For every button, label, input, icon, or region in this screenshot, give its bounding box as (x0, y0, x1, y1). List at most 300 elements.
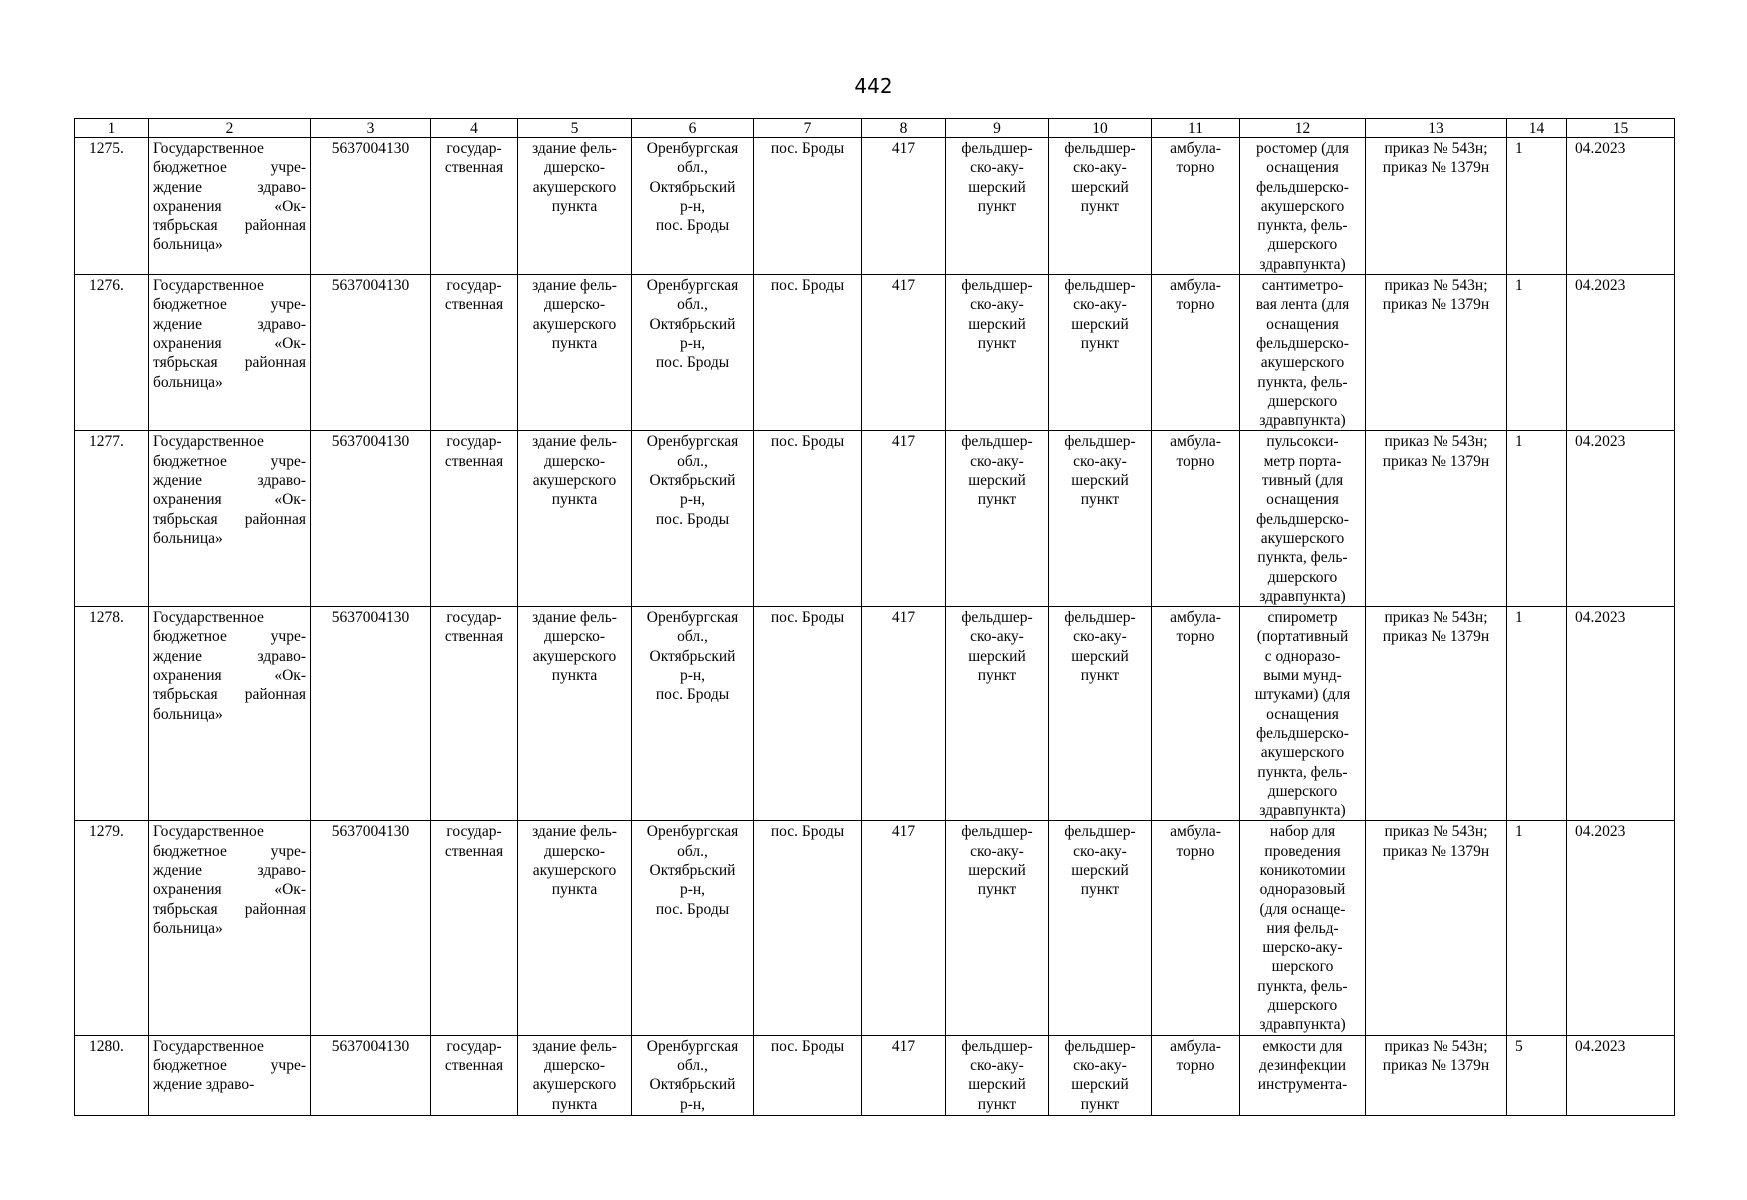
cell-equipment-line: здравпункта) (1259, 802, 1346, 820)
cell-facility-type-line: ско-аку- (970, 296, 1024, 314)
cell-equipment-line: оснащения (1266, 159, 1339, 177)
cell-organization (149, 607, 311, 821)
cell-facility-type-2-line: фельдшер- (1064, 140, 1136, 157)
cell-row-number: 1277. (75, 431, 149, 607)
cell-address-line: обл., (677, 842, 708, 860)
cell-facility-type-2-line: шерский (1071, 315, 1129, 333)
cell-facility-type-line: пункт (977, 197, 1017, 215)
cell-ownership-line: ственная (444, 296, 504, 314)
cell-equipment-line: выми мунд- (1263, 667, 1342, 685)
cell-building-line: акушерского (532, 472, 617, 490)
cell-facility-type-2-line: фельдшер- (1064, 277, 1136, 295)
cell-organization-line: охранения «Ок- (153, 334, 306, 352)
table-body (75, 119, 1675, 1116)
table-row (75, 431, 1675, 607)
cell-equipment-line: сантиметро- (1261, 277, 1344, 295)
cell-equipment-line: инструмента- (1257, 1076, 1348, 1094)
cell-facility-type-2-line: пункт (1080, 334, 1120, 352)
cell-care-mode-line: торно (1176, 842, 1215, 860)
cell-building-line: дшерско- (544, 159, 605, 177)
column-header: 1 (75, 119, 149, 138)
cell-organization-line: тябрьская районная (153, 900, 306, 918)
cell-facility-type-2-line: ско-аку- (1073, 628, 1127, 646)
cell-address-line: пос. Броды (655, 354, 730, 372)
cell-facility-type-line: ско-аку- (970, 452, 1024, 470)
cell-facility-type-line: шерский (968, 647, 1026, 665)
cell-order-line: приказ № 1379н (1382, 159, 1490, 177)
cell-building-line: пункта (551, 197, 598, 215)
cell-order-line: приказ № 1379н (1382, 628, 1490, 646)
cell-address-line: Оренбургская (646, 823, 739, 841)
cell-building (518, 1035, 632, 1115)
cell-building-line: дшерско- (544, 842, 605, 860)
cell-quantity: 1 (1507, 607, 1567, 821)
cell-address-line: Октябрьский (649, 647, 736, 665)
cell-organization-line: ждение здраво- (153, 178, 306, 196)
cell-locality: пос. Броды (754, 275, 862, 431)
cell-address-line: обл., (677, 628, 708, 646)
table-row (75, 275, 1675, 431)
cell-equipment-line: акушерского (1260, 197, 1345, 215)
cell-facility-type-2 (1049, 275, 1152, 431)
cell-organization-line: Государственное (153, 140, 264, 157)
cell-row-number: 1275. (75, 138, 149, 275)
cell-address (632, 821, 754, 1035)
cell-organization-line: бюджетное учре- (153, 296, 306, 314)
cell-address-line: Оренбургская (646, 609, 739, 627)
cell-organization-line: бюджетное учре- (153, 452, 306, 470)
cell-building-line: пункта (551, 881, 598, 899)
column-header: 13 (1366, 119, 1507, 138)
cell-facility-type-line: фельдшер- (961, 1037, 1033, 1055)
cell-ownership (431, 821, 518, 1035)
cell-care-mode-line: торно (1176, 296, 1215, 314)
cell-organization-line: Государственное (153, 609, 264, 627)
cell-equipment-line: пункта, фель- (1257, 549, 1348, 567)
cell-organization-line: Государственное (153, 277, 264, 295)
cell-organization-line: охранения «Ок- (153, 491, 306, 509)
cell-equipment-line: здравпункта) (1259, 412, 1346, 430)
cell-row-number: 1278. (75, 607, 149, 821)
cell-building (518, 138, 632, 275)
cell-date: 04.2023 (1567, 138, 1675, 275)
cell-building-line: дшерско- (544, 296, 605, 314)
cell-equipment-line: здравпункта) (1259, 255, 1346, 273)
cell-ownership (431, 138, 518, 275)
cell-equipment-line: фельдшерско- (1256, 334, 1349, 352)
cell-address (632, 607, 754, 821)
column-header: 4 (431, 119, 518, 138)
cell-address-line: пос. Броды (655, 510, 730, 528)
cell-care-mode-line: торно (1176, 452, 1215, 470)
cell-ownership-line: государ- (446, 1037, 502, 1055)
cell-care-mode (1152, 1035, 1240, 1115)
cell-facility-type-line: фельдшер- (961, 140, 1033, 157)
cell-equipment-line: метр порта- (1263, 452, 1342, 470)
cell-ownership-line: государ- (446, 609, 502, 627)
cell-equipment (1240, 1035, 1366, 1115)
cell-ownership-line: ственная (444, 628, 504, 646)
cell-address-line: Оренбургская (646, 140, 739, 157)
cell-equipment-line: емкости для (1262, 1037, 1343, 1055)
cell-order-line: приказ № 543н; (1384, 1037, 1488, 1055)
cell-address-line: Октябрьский (649, 315, 736, 333)
cell-facility-type-2-line: ско-аку- (1073, 842, 1127, 860)
cell-address-line: Октябрьский (649, 178, 736, 196)
cell-organization-line: бюджетное учре- (153, 628, 306, 646)
cell-organization-line: тябрьская районная (153, 217, 306, 235)
cell-row-number: 1280. (75, 1035, 149, 1115)
cell-ownership-line: ственная (444, 452, 504, 470)
cell-organization (149, 1035, 311, 1115)
cell-address-line: пос. Броды (655, 686, 730, 704)
cell-facility-type-2-line: шерский (1071, 861, 1129, 879)
cell-ownership-line: государ- (446, 823, 502, 841)
cell-organization-line: ждение здраво- (153, 315, 306, 333)
cell-facility-type (946, 1035, 1049, 1115)
cell-care-mode (1152, 431, 1240, 607)
cell-organization-line: ждение здраво- (153, 861, 306, 879)
cell-ownership-line: государ- (446, 433, 502, 451)
cell-building-line: акушерского (532, 1076, 617, 1094)
cell-facility-type (946, 431, 1049, 607)
cell-code: 417 (862, 138, 946, 275)
cell-organization-line: ждение здраво- (153, 472, 306, 490)
cell-inn: 5637004130 (311, 607, 431, 821)
cell-organization-line: бюджетное учре- (153, 1056, 306, 1074)
cell-facility-type (946, 138, 1049, 275)
cell-care-mode-line: торно (1176, 628, 1215, 646)
cell-building-line: пункта (551, 491, 598, 509)
cell-facility-type-2 (1049, 138, 1152, 275)
cell-equipment-line: набор для (1269, 823, 1336, 841)
cell-organization-line: тябрьская районная (153, 686, 306, 704)
column-header: 15 (1567, 119, 1675, 138)
cell-inn: 5637004130 (311, 275, 431, 431)
cell-address-line: р-н, (679, 334, 706, 352)
cell-facility-type-line: шерский (968, 1076, 1026, 1094)
cell-building-line: пункта (551, 667, 598, 685)
table-row (75, 1035, 1675, 1115)
column-header: 14 (1507, 119, 1567, 138)
cell-facility-type (946, 275, 1049, 431)
cell-order (1366, 275, 1507, 431)
cell-organization-line: охранения «Ок- (153, 667, 306, 685)
cell-equipment-line: (портативный (1256, 628, 1349, 646)
cell-address (632, 431, 754, 607)
cell-equipment-line: здравпункта) (1259, 1016, 1346, 1034)
cell-organization-line: охранения «Ок- (153, 881, 306, 899)
cell-equipment-line: фельдшерско- (1256, 178, 1349, 196)
cell-equipment-line: дшерского (1267, 236, 1338, 254)
column-header: 2 (149, 119, 311, 138)
column-header: 9 (946, 119, 1049, 138)
cell-inn: 5637004130 (311, 138, 431, 275)
cell-organization-line: ждение здраво- (153, 647, 306, 665)
cell-building-line: дшерско- (544, 628, 605, 646)
column-header: 7 (754, 119, 862, 138)
cell-care-mode-line: амбула- (1170, 609, 1221, 627)
cell-building-line: пункта (551, 1095, 598, 1113)
cell-facility-type-2-line: шерский (1071, 178, 1129, 196)
cell-address-line: обл., (677, 1056, 708, 1074)
cell-equipment-line: ния фельд- (1266, 919, 1339, 937)
cell-facility-type-line: пункт (977, 881, 1017, 899)
cell-equipment (1240, 821, 1366, 1035)
cell-address-line: р-н, (679, 1095, 706, 1113)
cell-care-mode-line: торно (1176, 159, 1215, 177)
cell-organization-line: бюджетное учре- (153, 842, 306, 860)
cell-facility-type-2-line: шерский (1071, 472, 1129, 490)
cell-organization-line: бюджетное учре- (153, 159, 306, 177)
cell-address-line: р-н, (679, 491, 706, 509)
cell-equipment-line: вая лента (для (1255, 296, 1350, 314)
cell-inn: 5637004130 (311, 821, 431, 1035)
cell-order (1366, 607, 1507, 821)
cell-address (632, 1035, 754, 1115)
cell-equipment-line: ростомер (для (1255, 140, 1349, 157)
cell-building (518, 607, 632, 821)
cell-ownership-line: государ- (446, 277, 502, 295)
cell-care-mode-line: амбула- (1170, 1037, 1221, 1055)
cell-equipment-line: (для оснаще- (1259, 900, 1346, 918)
cell-care-mode (1152, 275, 1240, 431)
cell-inn: 5637004130 (311, 1035, 431, 1115)
cell-facility-type-line: пункт (977, 491, 1017, 509)
cell-ownership (431, 1035, 518, 1115)
cell-facility-type-line: шерский (968, 472, 1026, 490)
cell-organization-line: больница» (153, 236, 223, 254)
cell-equipment-line: оснащения (1266, 315, 1339, 333)
cell-equipment (1240, 607, 1366, 821)
cell-quantity: 1 (1507, 275, 1567, 431)
cell-facility-type-2-line: ско-аку- (1073, 296, 1127, 314)
cell-facility-type-line: ско-аку- (970, 628, 1024, 646)
cell-facility-type-line: фельдшер- (961, 433, 1033, 451)
cell-facility-type-2 (1049, 431, 1152, 607)
cell-equipment (1240, 431, 1366, 607)
cell-equipment-line: дшерского (1267, 997, 1338, 1015)
cell-building (518, 431, 632, 607)
cell-equipment (1240, 275, 1366, 431)
cell-order-line: приказ № 543н; (1384, 609, 1488, 627)
cell-date: 04.2023 (1567, 431, 1675, 607)
cell-equipment-line: фельдшерско- (1256, 510, 1349, 528)
cell-building-line: дшерско- (544, 452, 605, 470)
cell-address-line: обл., (677, 296, 708, 314)
cell-facility-type-2-line: шерский (1071, 647, 1129, 665)
cell-organization (149, 138, 311, 275)
cell-care-mode-line: амбула- (1170, 277, 1221, 295)
cell-code: 417 (862, 1035, 946, 1115)
cell-date: 04.2023 (1567, 607, 1675, 821)
page-number: 442 (854, 74, 893, 98)
cell-ownership-line: ственная (444, 1056, 504, 1074)
cell-equipment-line: дезинфекции (1258, 1056, 1346, 1074)
cell-date: 04.2023 (1567, 1035, 1675, 1115)
cell-building-line: здание фель- (532, 823, 617, 841)
cell-organization-line: Государственное (153, 433, 264, 451)
cell-care-mode (1152, 821, 1240, 1035)
cell-locality: пос. Броды (754, 138, 862, 275)
cell-code: 417 (862, 431, 946, 607)
cell-facility-type (946, 607, 1049, 821)
cell-order (1366, 138, 1507, 275)
cell-address-line: р-н, (679, 667, 706, 685)
cell-equipment-line: пункта, фель- (1257, 217, 1348, 235)
cell-care-mode (1152, 138, 1240, 275)
table-row (75, 607, 1675, 821)
cell-building-line: акушерского (532, 861, 617, 879)
registry-table (74, 118, 1675, 1116)
cell-address-line: обл., (677, 159, 708, 177)
cell-order (1366, 431, 1507, 607)
cell-equipment-line: шерского (1271, 958, 1334, 976)
cell-order-line: приказ № 543н; (1384, 277, 1488, 295)
cell-ownership-line: ственная (444, 159, 504, 177)
cell-equipment-line: с одноразо- (1264, 647, 1341, 665)
cell-order-line: приказ № 1379н (1382, 842, 1490, 860)
cell-equipment-line: одноразовый (1259, 881, 1346, 899)
cell-organization-line: больница» (153, 373, 223, 391)
cell-facility-type-2-line: пункт (1080, 491, 1120, 509)
cell-locality: пос. Броды (754, 821, 862, 1035)
column-header: 3 (311, 119, 431, 138)
cell-organization-line: тябрьская районная (153, 510, 306, 528)
cell-order (1366, 821, 1507, 1035)
cell-facility-type-line: фельдшер- (961, 609, 1033, 627)
cell-code: 417 (862, 607, 946, 821)
cell-equipment-line: дшерского (1267, 392, 1338, 410)
cell-organization-line: охранения «Ок- (153, 197, 306, 215)
cell-facility-type-line: фельдшер- (961, 277, 1033, 295)
cell-equipment (1240, 138, 1366, 275)
column-header: 11 (1152, 119, 1240, 138)
cell-order-line: приказ № 543н; (1384, 823, 1488, 841)
cell-organization (149, 431, 311, 607)
cell-order-line: приказ № 1379н (1382, 296, 1490, 314)
cell-code: 417 (862, 275, 946, 431)
cell-organization-line: ждение здраво- (153, 1076, 255, 1094)
cell-facility-type-2-line: фельдшер- (1064, 609, 1136, 627)
cell-address-line: Оренбургская (646, 433, 739, 451)
cell-facility-type-2 (1049, 1035, 1152, 1115)
cell-facility-type-2-line: фельдшер- (1064, 1037, 1136, 1055)
cell-building-line: здание фель- (532, 609, 617, 627)
cell-care-mode-line: торно (1176, 1056, 1215, 1074)
cell-equipment-line: фельдшерско- (1256, 724, 1349, 742)
cell-care-mode-line: амбула- (1170, 140, 1221, 157)
cell-quantity: 5 (1507, 1035, 1567, 1115)
cell-care-mode-line: амбула- (1170, 433, 1221, 451)
cell-building (518, 275, 632, 431)
cell-care-mode (1152, 607, 1240, 821)
column-header: 12 (1240, 119, 1366, 138)
column-header: 6 (632, 119, 754, 138)
cell-facility-type-2-line: фельдшер- (1064, 433, 1136, 451)
table-row (75, 821, 1675, 1035)
cell-facility-type-2-line: ско-аку- (1073, 1056, 1127, 1074)
cell-equipment-line: акушерского (1260, 744, 1345, 762)
cell-organization-line: больница» (153, 705, 223, 723)
column-number-header-row (75, 119, 1675, 138)
cell-building-line: акушерского (532, 178, 617, 196)
cell-organization-line: Государственное (153, 823, 264, 841)
cell-building-line: здание фель- (532, 1037, 617, 1055)
cell-facility-type-line: фельдшер- (961, 823, 1033, 841)
cell-address-line: Октябрьский (649, 861, 736, 879)
cell-order-line: приказ № 1379н (1382, 452, 1490, 470)
cell-date: 04.2023 (1567, 275, 1675, 431)
cell-facility-type-2-line: пункт (1080, 1095, 1120, 1113)
cell-facility-type-2-line: ско-аку- (1073, 452, 1127, 470)
cell-equipment-line: пульсокси- (1266, 433, 1339, 451)
cell-row-number: 1279. (75, 821, 149, 1035)
cell-organization-line: больница» (153, 529, 223, 547)
cell-building-line: акушерского (532, 647, 617, 665)
cell-organization (149, 275, 311, 431)
cell-address-line: р-н, (679, 881, 706, 899)
cell-facility-type-2-line: шерский (1071, 1076, 1129, 1094)
table-row (75, 138, 1675, 275)
cell-facility-type-2-line: пункт (1080, 197, 1120, 215)
cell-ownership (431, 275, 518, 431)
cell-inn: 5637004130 (311, 431, 431, 607)
cell-equipment-line: тивный (для (1261, 472, 1344, 490)
cell-facility-type-line: пункт (977, 334, 1017, 352)
cell-equipment-line: шерско-аку- (1262, 939, 1343, 957)
cell-address-line: Оренбургская (646, 277, 739, 295)
cell-ownership (431, 431, 518, 607)
cell-building-line: акушерского (532, 315, 617, 333)
cell-facility-type (946, 821, 1049, 1035)
cell-equipment-line: проведения (1264, 842, 1341, 860)
cell-equipment-line: пункта, фель- (1257, 373, 1348, 391)
cell-facility-type-2-line: фельдшер- (1064, 823, 1136, 841)
cell-facility-type-line: ско-аку- (970, 159, 1024, 177)
cell-equipment-line: акушерского (1260, 529, 1345, 547)
cell-address-line: пос. Броды (655, 900, 730, 918)
cell-address-line: р-н, (679, 197, 706, 215)
cell-facility-type-line: шерский (968, 178, 1026, 196)
cell-quantity: 1 (1507, 821, 1567, 1035)
cell-facility-type-2-line: ско-аку- (1073, 159, 1127, 177)
cell-organization-line: больница» (153, 919, 223, 937)
cell-ownership (431, 607, 518, 821)
column-header: 10 (1049, 119, 1152, 138)
column-header: 5 (518, 119, 632, 138)
cell-locality: пос. Броды (754, 431, 862, 607)
column-header: 8 (862, 119, 946, 138)
cell-address-line: обл., (677, 452, 708, 470)
cell-address-line: Октябрьский (649, 1076, 736, 1094)
cell-address (632, 275, 754, 431)
cell-address (632, 138, 754, 275)
cell-organization-line: Государственное (153, 1037, 264, 1055)
cell-address-line: пос. Броды (655, 217, 730, 235)
cell-address-line: Октябрьский (649, 472, 736, 490)
cell-ownership-line: государ- (446, 140, 502, 157)
cell-equipment-line: спирометр (1267, 609, 1338, 627)
cell-equipment-line: дшерского (1267, 568, 1338, 586)
cell-building-line: дшерско- (544, 1056, 605, 1074)
cell-facility-type-line: шерский (968, 315, 1026, 333)
cell-address-line: Оренбургская (646, 1037, 739, 1055)
cell-date: 04.2023 (1567, 821, 1675, 1035)
cell-equipment-line: пункта, фель- (1257, 763, 1348, 781)
cell-equipment-line: пункта, фель- (1257, 977, 1348, 995)
cell-facility-type-2 (1049, 821, 1152, 1035)
